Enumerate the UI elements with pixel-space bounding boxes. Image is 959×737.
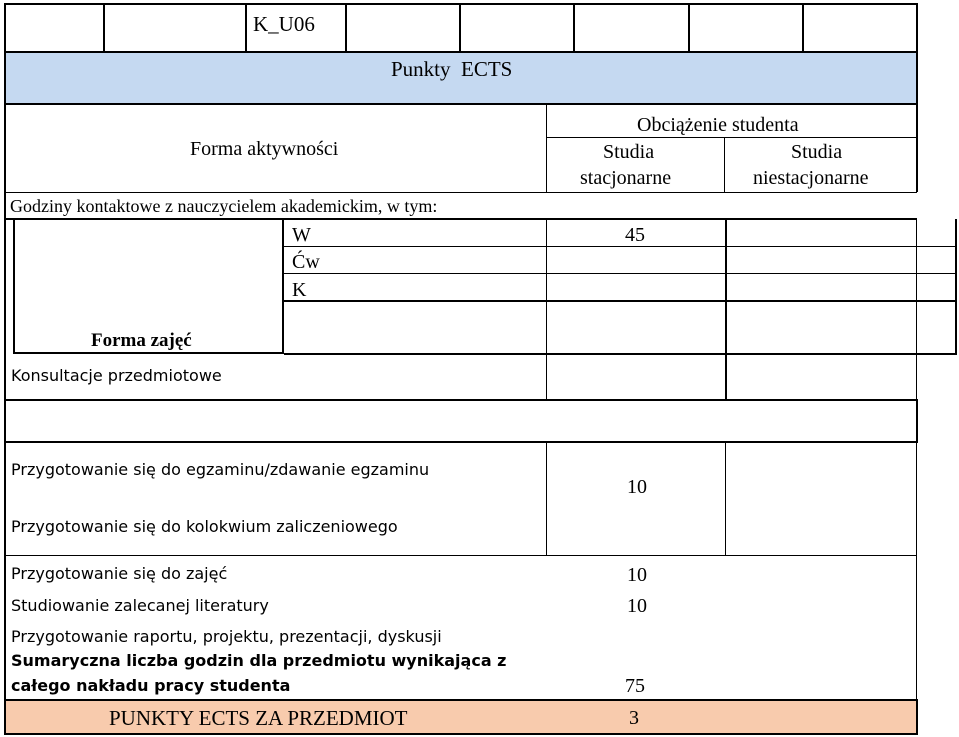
report-prep-label: Przygotowanie raportu, projektu, prezentacji, dyskusji: [11, 627, 442, 646]
total-hours-label-l1: Sumaryczna liczba godzin dla przedmiotu wynikająca z: [11, 651, 507, 670]
class-type-w: W: [292, 224, 311, 246]
class-form-cell: [13, 219, 284, 354]
part-time-header-l1: Studia: [791, 141, 843, 163]
literature-label: Studiowanie zalecanej literatury: [11, 596, 269, 615]
class-type-cw: Ćw: [292, 251, 320, 273]
full-time-header-l2: stacjonarne: [580, 167, 672, 189]
ects-total-label: PUNKTY ECTS ZA PRZEDMIOT: [109, 706, 408, 730]
exam-prep-label: Przygotowanie się do egzaminu/zdawanie egzaminu: [11, 460, 430, 479]
classes-prep-label: Przygotowanie się do zajęć: [11, 564, 228, 583]
classes-prep-value: 10: [627, 564, 647, 586]
spacer-row: [5, 401, 917, 441]
contact-hours-label: Godziny kontaktowe z nauczycielem akademickim, w tym:: [10, 196, 438, 216]
part-time-header-l2: niestacjonarne: [753, 167, 869, 189]
total-hours-label-l2: całego nakładu pracy studenta: [11, 676, 291, 695]
class-form-label: Forma zajęć: [91, 330, 192, 351]
student-load-header: Obciążenie studenta: [637, 114, 799, 136]
course-code: K_U06: [253, 12, 315, 36]
ects-total-value: 3: [629, 707, 639, 729]
consultations-label: Konsultacje przedmiotowe: [11, 366, 222, 385]
total-hours-value: 75: [625, 675, 645, 697]
code-row: [5, 4, 917, 52]
ects-title-band: [5, 53, 917, 103]
colloquium-prep-label: Przygotowanie się do kolokwium zaliczeniowego: [11, 517, 398, 536]
activity-form-header: Forma aktywności: [190, 138, 339, 160]
ects-title: Punkty ECTS: [391, 57, 513, 81]
exam-colloquium-value: 10: [627, 476, 647, 498]
full-time-header-l1: Studia: [603, 141, 655, 163]
w-full-time-value: 45: [625, 224, 645, 246]
class-type-k: K: [292, 279, 307, 301]
literature-value: 10: [627, 595, 647, 617]
